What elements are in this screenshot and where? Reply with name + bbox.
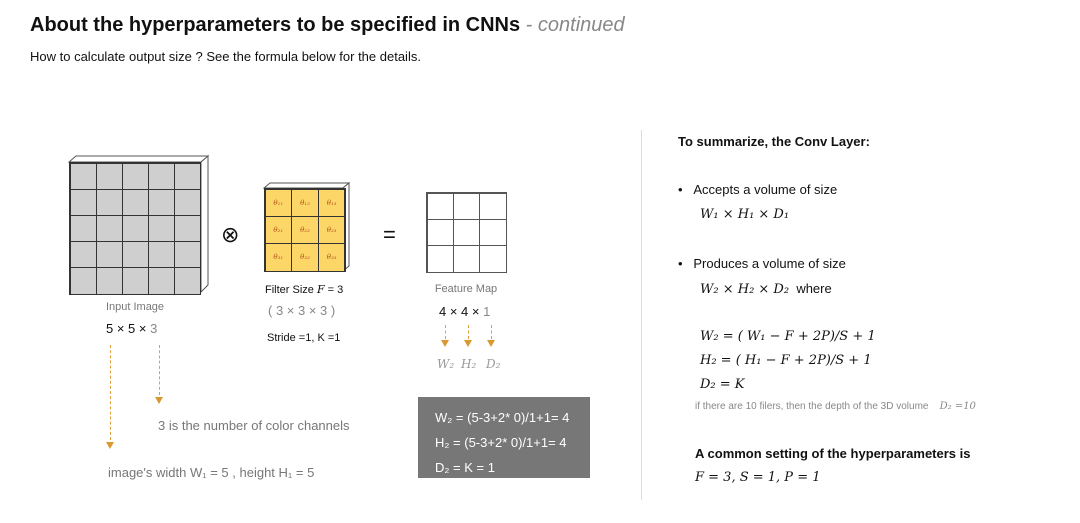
- feature-map-label: Feature Map: [434, 283, 498, 295]
- grid-cell: [174, 189, 201, 216]
- grid-cell: [174, 163, 201, 190]
- grid-cell: [479, 219, 506, 246]
- bullet-produces: • Produces a volume of size: [678, 256, 846, 271]
- grid-cell: [96, 163, 123, 190]
- feature-map-grid: [426, 192, 507, 273]
- grid-cell: [148, 215, 175, 242]
- arrow-down-icon: [441, 340, 449, 347]
- grid-cell: [148, 241, 175, 268]
- grid-cell: [122, 189, 149, 216]
- output-w: W₂: [437, 357, 455, 371]
- filter-cell: θ₁₃: [318, 189, 346, 217]
- filter-cell: θ₁₂: [291, 189, 319, 217]
- filters-note: [695, 401, 976, 412]
- grid-cell: [70, 163, 97, 190]
- filter-grid: [264, 188, 346, 272]
- filter-cell: θ₃₁: [265, 243, 293, 271]
- output-d: D₂: [486, 357, 501, 371]
- input-depth: 3: [150, 321, 158, 336]
- dashed-line: [468, 325, 469, 339]
- divider: [641, 130, 642, 500]
- filter-size-text: Filter Size: [265, 284, 317, 296]
- arrow-down-icon: [106, 442, 114, 449]
- grid-cell: [453, 193, 480, 220]
- dashed-line: [159, 345, 160, 395]
- grid-cell: [148, 189, 175, 216]
- grid-cell: [70, 215, 97, 242]
- formula-w2: W₂ = ( W₁ − F + 2P)/S + 1: [700, 329, 876, 344]
- input-image-label: Input Image: [105, 301, 165, 313]
- bullet-accepts: • Accepts a volume of size: [678, 182, 838, 197]
- calc-width: W₂ = (5-3+2* 0)/1+1= 4: [435, 410, 570, 425]
- arrow-down-icon: [464, 340, 472, 347]
- width-note: image's width W₁ = 5 , height H₁ = 5: [108, 465, 315, 480]
- filter-cell: θ₂₃: [318, 216, 346, 244]
- grid-cell: [96, 267, 123, 294]
- filter-cell: θ₁₁: [265, 189, 293, 217]
- input-volume-formula: W₁ × H₁ × D₁: [700, 207, 790, 222]
- feature-depth: 1: [483, 304, 491, 319]
- output-volume-formula: [700, 281, 832, 297]
- grid-cell: [96, 189, 123, 216]
- channels-note: 3 is the number of color channels: [158, 418, 350, 433]
- filter-size-value: = 3: [324, 284, 344, 296]
- grid-cell: [122, 267, 149, 294]
- grid-cell: [122, 241, 149, 268]
- equals-sign: =: [383, 222, 396, 247]
- grid-cell: [70, 267, 97, 294]
- feature-size-wh: 4 × 4 ×: [439, 304, 484, 319]
- bullet-produces-text: Produces a volume of size: [693, 256, 846, 271]
- grid-cell: [479, 193, 506, 220]
- common-setting-heading: A common setting of the hyperparameters is: [695, 446, 971, 461]
- grid-cell: [148, 163, 175, 190]
- subtitle: How to calculate output size ? See the formula below for the details.: [30, 49, 421, 64]
- grid-cell: [122, 215, 149, 242]
- grid-cell: [70, 189, 97, 216]
- title-suffix: - continued: [525, 14, 625, 36]
- where-text: where: [796, 281, 832, 296]
- output-h: H₂: [461, 357, 477, 371]
- feature-map-size: [439, 304, 490, 319]
- arrow-down-icon: [487, 340, 495, 347]
- filter-size-label: [265, 283, 343, 296]
- grid-cell: [148, 267, 175, 294]
- grid-cell: [427, 219, 454, 246]
- calc-height: H₂ = (5-3+2* 0)/1+1= 4: [435, 435, 567, 450]
- grid-cell: [96, 241, 123, 268]
- summary-heading: To summarize, the Conv Layer:: [678, 134, 870, 149]
- page-title: [30, 14, 625, 37]
- calculation-box: [418, 397, 590, 478]
- grid-cell: [453, 219, 480, 246]
- filter-cell: θ₂₁: [265, 216, 293, 244]
- filter-cell: θ₂₂: [291, 216, 319, 244]
- calc-depth: D₂ = K = 1: [435, 460, 495, 475]
- dashed-line: [110, 345, 111, 440]
- grid-cell: [174, 215, 201, 242]
- grid-cell: [96, 215, 123, 242]
- filter-size-var: F: [316, 283, 325, 296]
- output-volume-math: W₂ × H₂ × D₂: [700, 282, 790, 297]
- filters-note-math: D₂ =10: [939, 401, 976, 412]
- stride-label: Stride =1, K =1: [267, 332, 341, 344]
- dashed-line: [445, 325, 446, 339]
- grid-cell: [479, 245, 506, 272]
- grid-cell: [70, 241, 97, 268]
- grid-cell: [174, 267, 201, 294]
- grid-cell: [122, 163, 149, 190]
- formula-h2: H₂ = ( H₁ − F + 2P)/S + 1: [700, 353, 872, 368]
- bullet-accepts-text: Accepts a volume of size: [693, 182, 838, 197]
- grid-cell: [453, 245, 480, 272]
- filters-note-text: if there are 10 filers, then the depth of the 3D volume: [695, 401, 929, 412]
- dashed-line: [491, 325, 492, 339]
- filter-cell: θ₃₃: [318, 243, 346, 271]
- filter-cell: θ₃₂: [291, 243, 319, 271]
- filter-dims: ( 3 × 3 × 3 ): [268, 303, 336, 318]
- title-text: About the hyperparameters to be specified in CNNs: [30, 14, 521, 36]
- grid-cell: [427, 193, 454, 220]
- convolution-operator-icon: ⊗: [221, 222, 240, 247]
- input-size-wh: 5 × 5 ×: [106, 321, 151, 336]
- grid-cell: [174, 241, 201, 268]
- arrow-down-icon: [155, 397, 163, 404]
- grid-cell: [427, 245, 454, 272]
- common-setting-values: F = 3, S = 1, P = 1: [695, 470, 821, 485]
- formula-d2: D₂ = K: [700, 377, 745, 392]
- input-image-grid: [69, 162, 201, 295]
- input-size: [106, 321, 157, 336]
